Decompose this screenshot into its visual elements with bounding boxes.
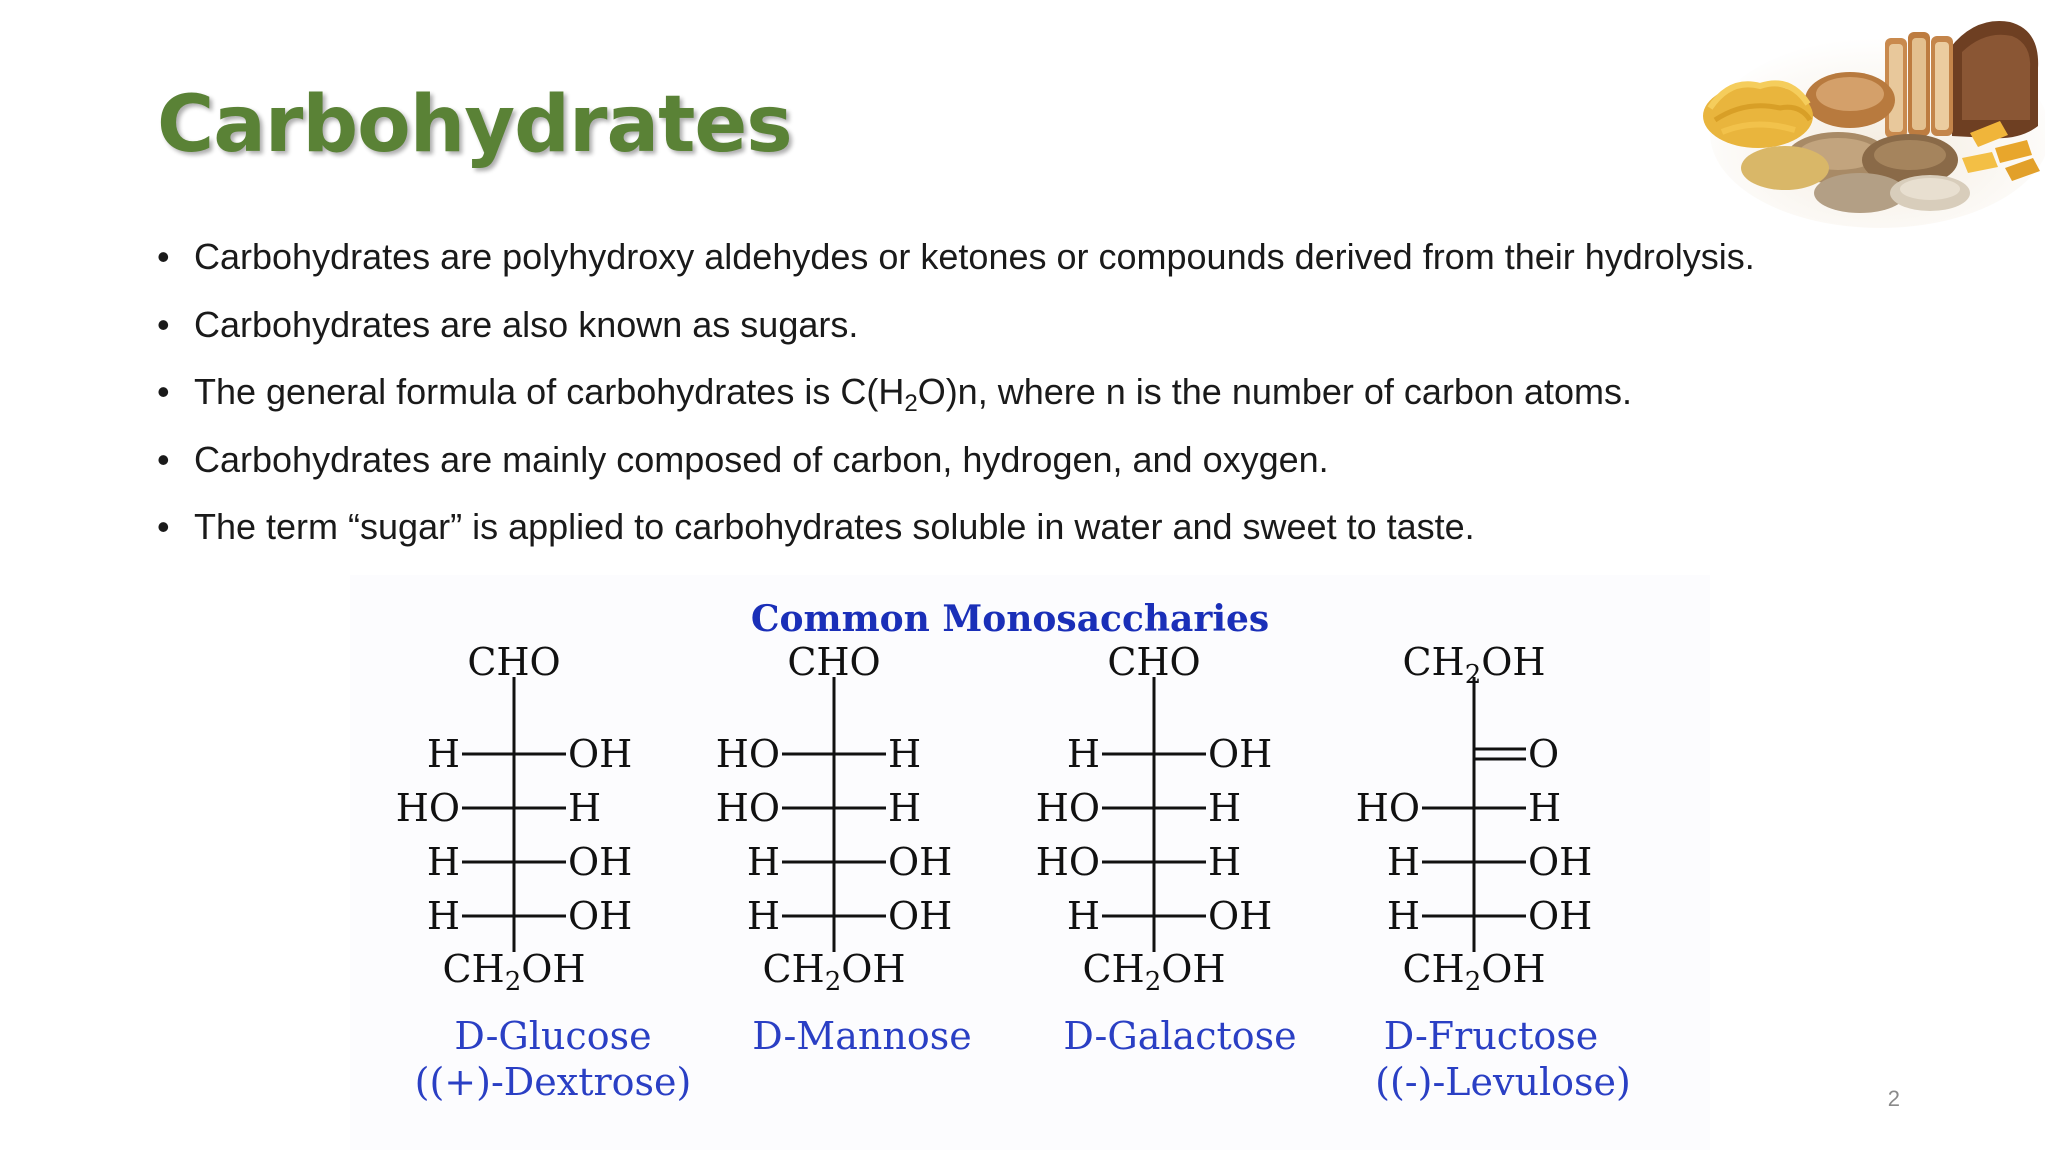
- bottom-group: $CH_2OH$: [442, 947, 586, 997]
- bullet-text: Carbohydrates are polyhydroxy aldehydes or ketones or compounds derived from their hydrolysis.: [194, 236, 1755, 277]
- right-substituent: H: [888, 732, 922, 776]
- bullet-marker: •: [157, 303, 170, 345]
- left-substituent: HO: [1355, 786, 1420, 830]
- top-group: CHO: [467, 640, 561, 684]
- left-substituent: HO: [1035, 786, 1100, 830]
- left-substituent: HO: [395, 786, 460, 830]
- bottom-group: $CH_2OH$: [1402, 947, 1546, 997]
- left-substituent: H: [746, 840, 780, 884]
- sugar-name-galactose: D-Galactose: [1063, 1014, 1297, 1058]
- right-substituent: OH: [568, 732, 633, 776]
- left-substituent: H: [426, 732, 460, 776]
- bullet-text: The term “sugar” is applied to carbohydrates soluble in water and sweet to taste.: [194, 506, 1475, 547]
- bullet-list: [157, 232, 1755, 570]
- slide-title: Carbohydrates: [157, 80, 792, 170]
- sugar-name-fructose: D-Fructose: [1383, 1014, 1599, 1058]
- figure-heading: Common Monosaccharies: [750, 598, 1270, 640]
- right-substituent: H: [1208, 786, 1242, 830]
- left-substituent: H: [1066, 894, 1100, 938]
- formula-subscript: 2: [904, 390, 918, 417]
- bullet-item: [157, 300, 1755, 368]
- left-substituent: H: [746, 894, 780, 938]
- right-substituent: OH: [568, 840, 633, 884]
- bullet-text-part: The general formula of carbohydrates is C(H: [194, 371, 905, 412]
- right-substituent: H: [888, 786, 922, 830]
- carbonyl-oxygen: O: [1528, 732, 1560, 776]
- bullet-marker: •: [157, 371, 170, 412]
- right-substituent: H: [1208, 840, 1242, 884]
- top-group: CHO: [1107, 640, 1201, 684]
- right-substituent: OH: [1208, 894, 1273, 938]
- right-substituent: H: [568, 786, 602, 830]
- monosaccharides-figure: [350, 575, 1710, 1150]
- bottom-group: $CH_2OH$: [762, 947, 906, 997]
- bottom-group: $CH_2OH$: [1082, 947, 1226, 997]
- bullet-text-part: O)n, where n is the number of carbon atoms.: [917, 371, 1633, 412]
- left-substituent: H: [1386, 840, 1420, 884]
- bullet-item: [157, 232, 1755, 300]
- right-substituent: OH: [1528, 840, 1593, 884]
- sugar-alt-name-levulose: ((-)-Levulose): [1375, 1060, 1631, 1104]
- left-substituent: HO: [715, 786, 780, 830]
- bullet-item: [157, 367, 1755, 435]
- left-substituent: H: [426, 840, 460, 884]
- left-substituent: H: [1066, 732, 1100, 776]
- bullet-text: Carbohydrates are also known as sugars.: [194, 303, 859, 345]
- left-substituent: HO: [715, 732, 780, 776]
- right-substituent: OH: [568, 894, 633, 938]
- bullet-marker: •: [157, 236, 170, 277]
- bullet-text: Carbohydrates are mainly composed of carbon, hydrogen, and oxygen.: [194, 438, 1329, 480]
- page-number: 2: [1887, 1086, 1900, 1111]
- left-substituent: H: [426, 894, 460, 938]
- right-substituent: OH: [1528, 894, 1593, 938]
- left-substituent: H: [1386, 894, 1420, 938]
- left-substituent: HO: [1035, 840, 1100, 884]
- carbohydrate-foods-image: [1700, 8, 2045, 228]
- bullet-item: [157, 435, 1755, 503]
- sugar-alt-name-dextrose: ((+)-Dextrose): [414, 1060, 692, 1104]
- bullet-marker: •: [157, 438, 170, 480]
- right-substituent: OH: [1208, 732, 1273, 776]
- right-substituent: H: [1528, 786, 1562, 830]
- right-substituent: OH: [888, 894, 953, 938]
- top-group: CHO: [787, 640, 881, 684]
- bullet-item: [157, 502, 1755, 570]
- sugar-name-glucose: D-Glucose: [454, 1014, 652, 1058]
- top-group: $CH_2OH$: [1402, 640, 1546, 690]
- sugar-name-mannose: D-Mannose: [752, 1014, 972, 1058]
- right-substituent: OH: [888, 840, 953, 884]
- bullet-marker: •: [157, 506, 170, 547]
